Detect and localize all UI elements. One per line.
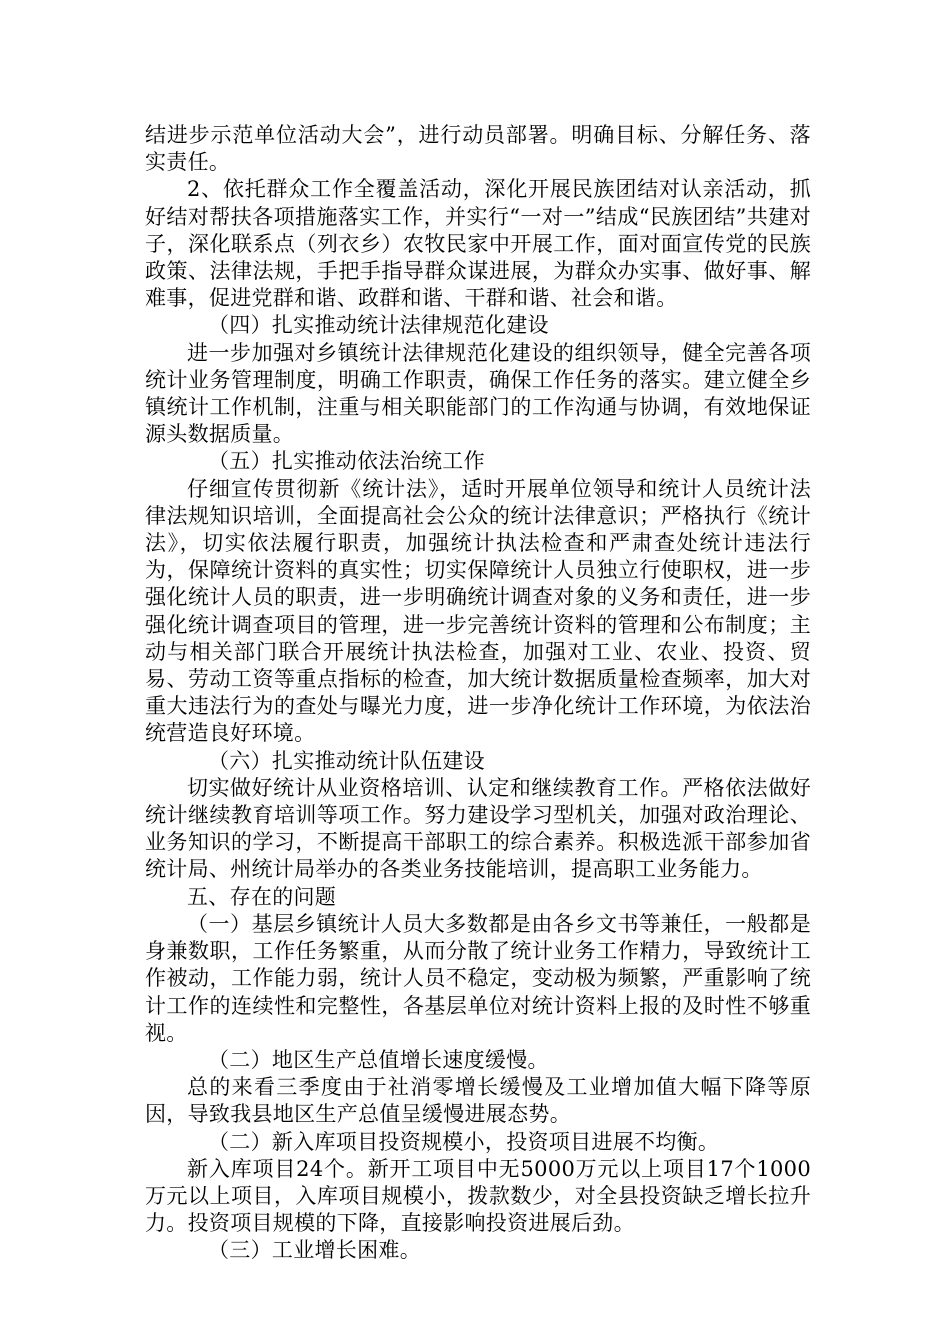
paragraph-team-building: 切实做好统计从业资格培训、认定和继续教育工作。严格依法做好统计继续教育培训等项工作。努力建设学习型机关，加强对政治理论、业务知识的学习，不断提高干部职工的综合素养。积极选派干部参加省统计局、州统计局举办的各类业务技能培训，提高职工业务能力。 (145, 775, 811, 882)
paragraph-ethnic-unity: 2、依托群众工作全覆盖活动，深化开展民族团结对认亲活动，抓好结对帮扶各项措施落实工作，并实行“一对一”结成“民族团结”共建对子，深化联系点（列衣乡）农牧民家中开展工作，面对面宣传党的民族政策、法律法规，手把手指导群众谋进展，为群众办实事、做好事、解难事，促进党群和谐、政群和谐、干群和谐、社会和谐。 (145, 177, 811, 311)
paragraph-rule-of-law: 仔细宣传贯彻新《统计法》，适时开展单位领导和统计人员统计法律法规知识培训，全面提高社会公众的统计法律意识；严格执行《统计法》，切实依法履行职责，加强统计执法检查和严肃查处统计违法行为，保障统计资料的真实性；切实保障统计人员独立行使职权，进一步强化统计人员的职责，进一步明确统计调查对象的义务和责任，进一步强化统计调查项目的管理，进一步完善统计资料的管理和公布制度；主动与相关部门联合开展统计执法检查，加强对工业、农业、投资、贸易、劳动工资等重点指标的检查，加大统计数据质量检查频率，加大对重大违法行为的查处与曝光力度，进一步净化统计工作环境，为依法治统营造良好环境。 (145, 476, 811, 746)
section-heading-5: （五）扎实推动依法治统工作 (208, 449, 485, 474)
paragraph-continuation: 结进步示范单位活动大会”，进行动员部署。明确目标、分解任务、落实责任。 (145, 123, 811, 175)
problem-heading-industry: （三）工业增长困难。 (208, 1238, 421, 1263)
section-heading-4: （四）扎实推动统计法律规范化建设 (208, 313, 549, 338)
section-heading-6: （六）扎实推动统计队伍建设 (208, 748, 485, 773)
problem-heading-gdp: （二）地区生产总值增长速度缓慢。 (208, 1047, 549, 1072)
document-page (145, 122, 811, 1265)
paragraph-investment: 新入库项目24个。新开工项目中无5000万元以上项目17个1000万元以上项目，入库项目规模小，拨款数少，对全县投资缺乏增长拉升力。投资项目规模的下降，直接影响投资进展后劲。 (145, 1156, 811, 1236)
paragraph-problem-1: （一）基层乡镇统计人员大多数都是由各乡文书等兼任，一般都是身兼数职，工作任务繁重，从而分散了统计业务工作精力，导致统计工作被动，工作能力弱，统计人员不稳定，变动极为频繁，严重影响了统计工作的连续性和完整性，各基层单位对统计资料上报的及时性不够重视。 (145, 911, 811, 1045)
paragraph-gdp: 总的来看三季度由于社消零增长缓慢及工业增加值大幅下降等原因，导致我县地区生产总值呈缓慢进展态势。 (145, 1075, 811, 1127)
problem-heading-investment: （二）新入库项目投资规模小，投资项目进展不均衡。 (208, 1129, 720, 1154)
section-title-problems: 五、存在的问题 (187, 884, 337, 909)
paragraph-legal-standardization: 进一步加强对乡镇统计法律规范化建设的组织领导，健全完善各项统计业务管理制度，明确工作职责，确保工作任务的落实。建立健全乡镇统计工作机制，注重与相关职能部门的工作沟通与协调，有效地保证源头数据质量。 (145, 340, 811, 447)
